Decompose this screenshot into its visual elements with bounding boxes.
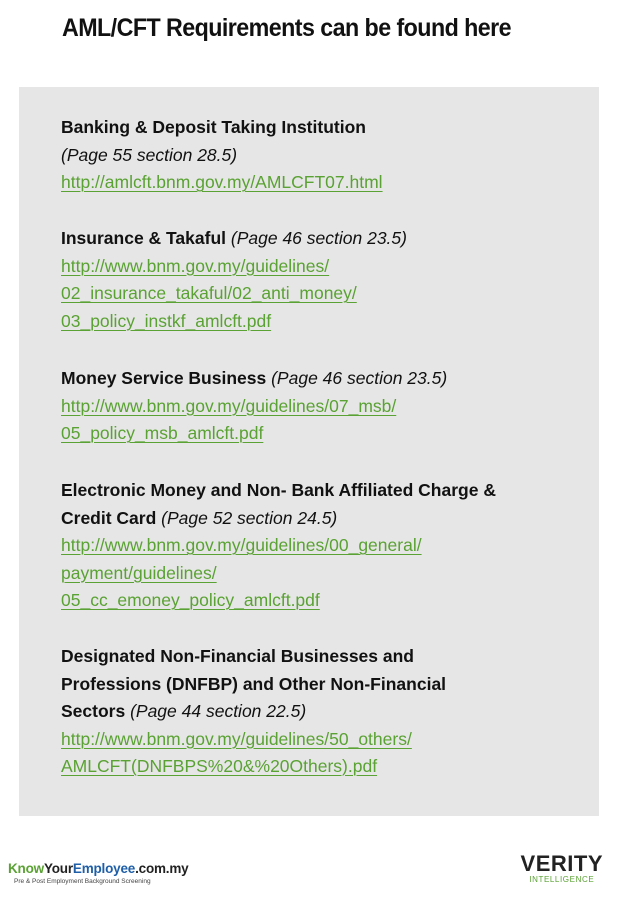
guideline-link[interactable]: http://www.bnm.gov.my/guidelines/07_msb/ (61, 395, 397, 416)
section-reference: (Page 52 section 24.5) (161, 507, 338, 528)
verity-intelligence-logo (521, 853, 603, 885)
section-reference: (Page 55 section 28.5) (61, 144, 238, 165)
page-title: AML/CFT Requirements can be found here (62, 14, 512, 42)
logo-word-your: Your (43, 861, 73, 876)
section-reference: (Page 44 section 22.5) (130, 701, 307, 721)
section-title-continued: Credit Card (61, 507, 157, 528)
guideline-link[interactable]: AMLCFT(DNFBPS%20&%20Others).pdf (61, 756, 378, 776)
guideline-link[interactable]: 05_cc_emoney_policy_amlcft.pdf (61, 590, 320, 610)
section-title-continued: Professions (DNFBP) and Other Non-Financial (61, 673, 447, 694)
section-banking (61, 114, 581, 197)
section-insurance (61, 225, 581, 335)
guideline-link[interactable]: http://www.bnm.gov.my/guidelines/00_general/ (61, 535, 422, 555)
logo-wordmark (8, 861, 248, 876)
section-title: Insurance & Takaful (61, 228, 227, 248)
logo-main-text: VERITY (520, 851, 603, 876)
section-electronic-money (61, 477, 581, 615)
section-dnfbp (61, 643, 581, 781)
section-title: Banking & Deposit Taking Institution (61, 117, 366, 137)
guideline-link[interactable]: payment/guidelines/ (61, 562, 217, 583)
logo-tagline: Pre & Post Employment Background Screening (14, 878, 151, 885)
logo-sub-text: INTELLIGENCE (529, 875, 595, 884)
logo-word-employee: Employee (72, 861, 136, 876)
guideline-link[interactable]: 05_policy_msb_amlcft.pdf (61, 423, 264, 443)
guideline-link[interactable]: http://www.bnm.gov.my/guidelines/50_others/ (61, 728, 412, 749)
guideline-link[interactable]: 03_policy_instkf_amlcft.pdf (61, 310, 272, 331)
logo-word-domain: .com.my (135, 861, 189, 876)
section-reference: (Page 46 section 23.5) (230, 228, 407, 248)
logo-word-know: Know (8, 861, 44, 876)
section-title-continued: Sectors (61, 701, 126, 721)
guideline-link[interactable]: http://amlcft.bnm.gov.my/AMLCFT07.html (61, 172, 383, 192)
requirements-panel (19, 87, 599, 816)
knowyouremployee-logo (8, 861, 248, 885)
section-reference: (Page 46 section 23.5) (271, 368, 448, 388)
guideline-link[interactable]: http://www.bnm.gov.my/guidelines/ (61, 255, 330, 276)
section-money-service (61, 365, 581, 448)
section-title: Money Service Business (61, 368, 267, 388)
section-title: Designated Non-Financial Businesses and (61, 646, 414, 666)
section-title: Electronic Money and Non- Bank Affiliated Charge & (61, 480, 496, 500)
guideline-link[interactable]: 02_insurance_takaful/02_anti_money/ (61, 283, 357, 303)
